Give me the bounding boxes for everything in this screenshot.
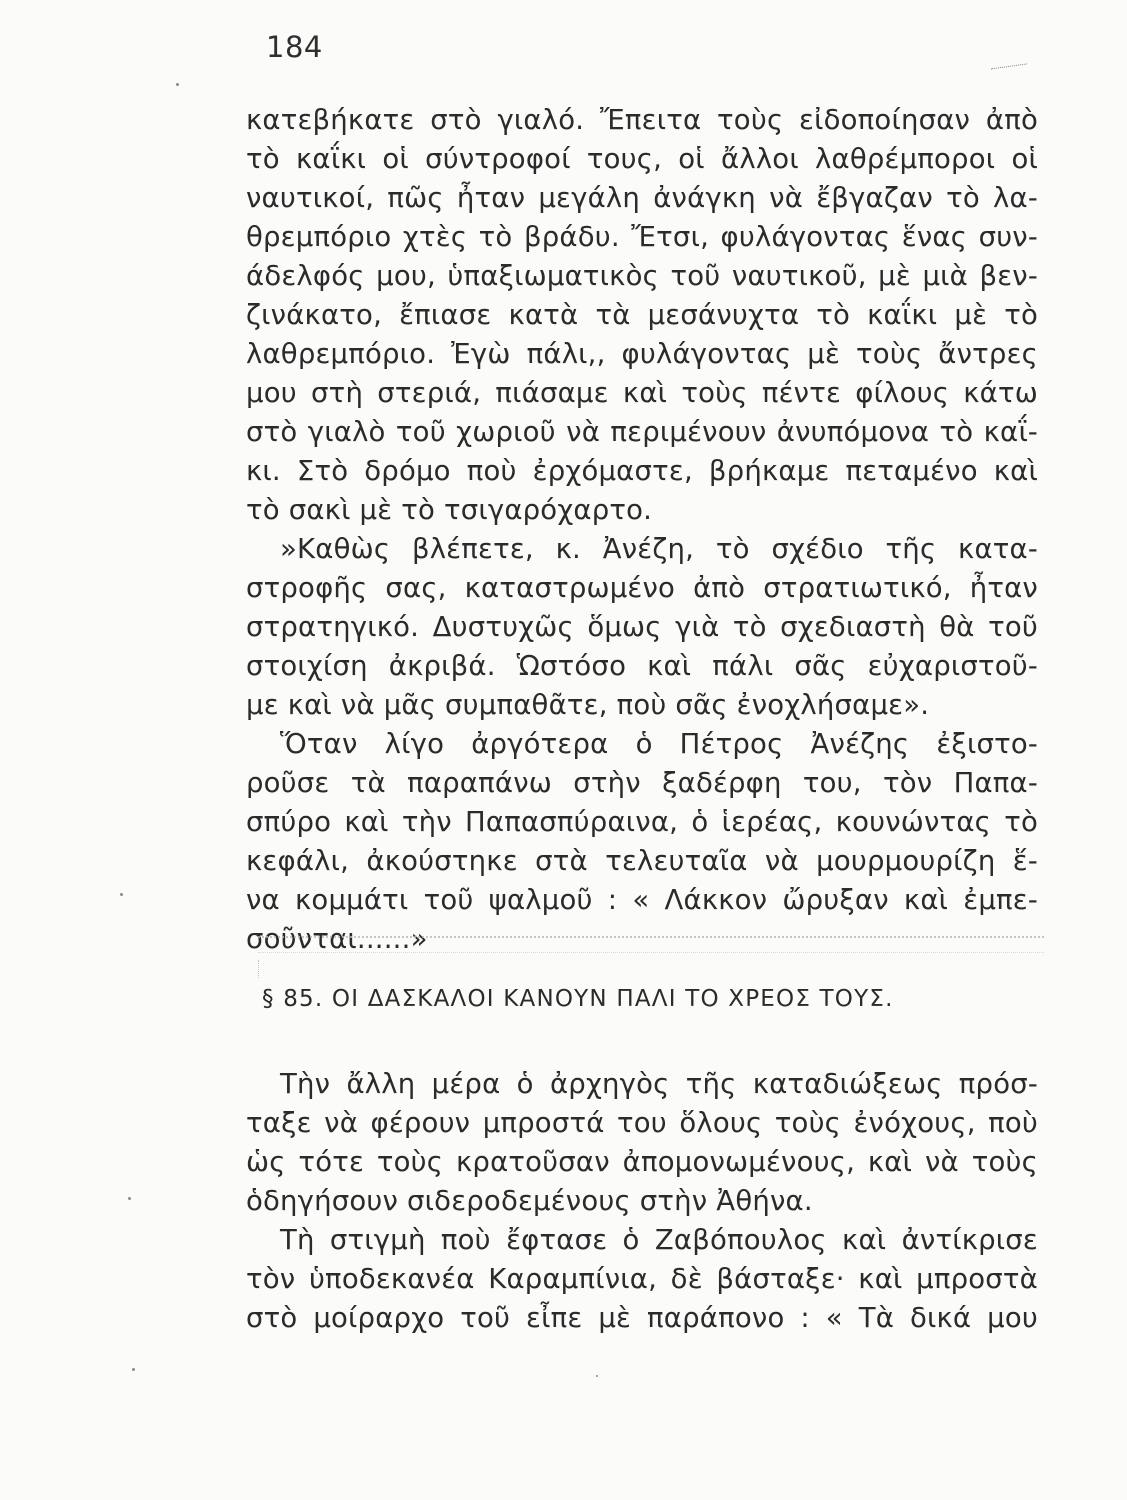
separator-tick [258, 960, 261, 978]
text-line: Ὅταν λίγο ἀργότερα ὁ Πέτρος Ἀνέζης ἐξιστο- [280, 728, 1038, 760]
text-line: στροφῆς σας, καταστρωμένο ἀπὸ στρατιωτικό, ἦταν [246, 572, 1038, 604]
text-line: με καὶ νὰ μᾶς συμπαθᾶτε, ποὺ σᾶς ἐνοχλήσαμε». [246, 689, 930, 721]
dotted-separator [258, 936, 1044, 953]
corner-pencil-mark [989, 50, 1027, 70]
section-heading: § 85. ΟΙ ΔΑΣΚΑΛΟΙ ΚΑΝΟΥΝ ΠΑΛΙ ΤΟ ΧΡΕΟΣ ΤΟΥΣ. [262, 986, 894, 1012]
scan-speck [176, 83, 179, 86]
text-line: να κομμάτι τοῦ ψαλμοῦ : « Λάκκον ὤρυξαν καὶ ἐμπε- [246, 884, 1038, 916]
scan-speck [128, 1197, 131, 1200]
text-line: σοῦνται......» [246, 923, 428, 955]
text-line: στὸ γιαλὸ τοῦ χωριοῦ νὰ περιμένουν ἀνυπόμονα τὸ καΐ- [246, 416, 1038, 448]
scan-speck [120, 893, 123, 896]
text-line: κεφάλι, ἀκούστηκε στὰ τελευταῖα νὰ μουρμουρίζη ἕ- [246, 845, 1038, 877]
paragraph-block-1 [246, 101, 1038, 959]
scan-speck [132, 1368, 135, 1371]
text-line: τὸ καΐκι οἱ σύντροφοί τους, οἱ ἄλλοι λαθρέμποροι οἱ [246, 143, 1038, 175]
page-number: 184 [266, 30, 323, 64]
text-line: μου στὴ στεριά, πιάσαμε καὶ τοὺς πέντε φίλους κάτω [246, 377, 1038, 409]
text-line: κατεβήκατε στὸ γιαλό. Ἔπειτα τοὺς εἰδοποίησαν ἀπὸ [246, 104, 1038, 136]
text-line: θρεμπόριο χτὲς τὸ βράδυ. Ἔτσι, φυλάγοντας ἕνας συν- [246, 221, 1038, 253]
text-line: λαθρεμπόριο. Ἐγὼ πάλι,, φυλάγοντας μὲ τοὺς ἄντρες [246, 338, 1038, 370]
text-line: ζινάκατο, ἔπιασε κατὰ τὰ μεσάνυχτα τὸ καΐκι μὲ τὸ [246, 299, 1038, 331]
text-line: άδελφός μου, ὑπαξιωματικὸς τοῦ ναυτικοῦ, μὲ μιὰ βεν- [246, 260, 1038, 292]
text-line: ὁδηγήσουν σιδεροδεμένους στὴν Ἀθήνα. [246, 1185, 813, 1217]
text-line: ροῦσε τὰ παραπάνω στὴν ξαδέρφη του, τὸν Παπα- [246, 767, 1038, 799]
text-line: τὸ σακὶ μὲ τὸ τσιγαρόχαρτο. [246, 494, 653, 526]
text-line: στὸ μοίραρχο τοῦ εἶπε μὲ παράπονο : « Τὰ δικά μου [246, 1302, 1038, 1334]
text-line: κι. Στὸ δρόμο ποὺ ἐρχόμαστε, βρήκαμε πεταμένο καὶ [246, 455, 1038, 487]
scan-speck [596, 1375, 598, 1377]
text-line: ταξε νὰ φέρουν μπροστά του ὅλους τοὺς ἐνόχους, ποὺ [246, 1107, 1038, 1139]
paragraph-block-2 [246, 1065, 1038, 1338]
text-line: Τὴ στιγμὴ ποὺ ἔφτασε ὁ Ζαβόπουλος καὶ ἀντίκρισε [280, 1224, 1038, 1256]
text-line: Τὴν ἄλλη μέρα ὁ ἀρχηγὸς τῆς καταδιώξεως πρόσ- [280, 1068, 1038, 1100]
text-line: ναυτικοί, πῶς ἦταν μεγάλη ἀνάγκη νὰ ἔβγαζαν τὸ λα- [246, 182, 1038, 214]
text-line: τὸν ὑποδεκανέα Καραμπίνια, δὲ βάσταξε· καὶ μπροστὰ [246, 1263, 1038, 1295]
text-line: στρατηγικό. Δυστυχῶς ὅμως γιὰ τὸ σχεδιαστὴ θὰ τοῦ [246, 611, 1038, 643]
text-line: σπύρο καὶ τὴν Παπασπύραινα, ὁ ἱερέας, κουνώντας τὸ [246, 806, 1038, 838]
text-line: »Καθὼς βλέπετε, κ. Ἀνέζη, τὸ σχέδιο τῆς κατα- [280, 533, 1038, 565]
text-line: ὡς τότε τοὺς κρατοῦσαν ἀπομονωμένους, καὶ νὰ τοὺς [246, 1146, 1038, 1178]
text-line: στοιχίση ἀκριβά. Ὡστόσο καὶ πάλι σᾶς εὐχαριστοῦ- [246, 650, 1038, 682]
